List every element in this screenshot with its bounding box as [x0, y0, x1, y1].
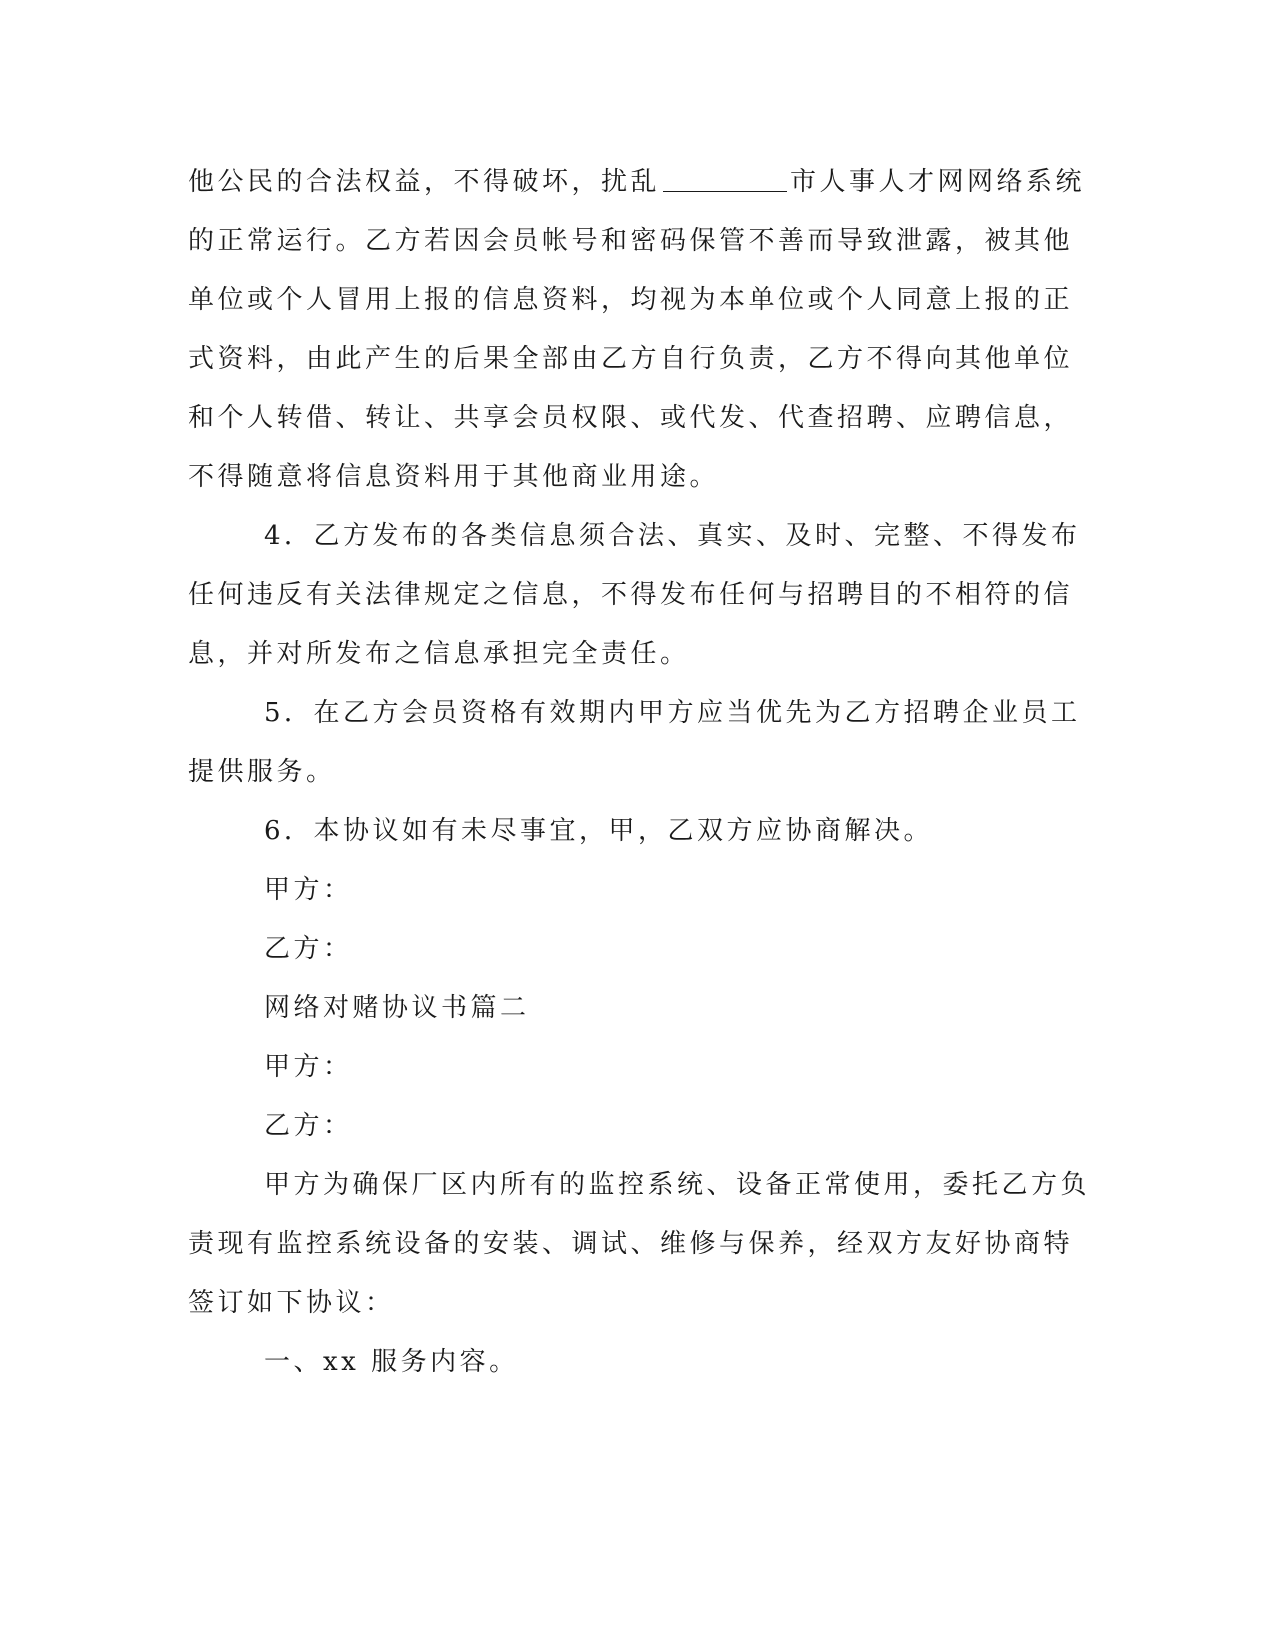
para2-line3: 息，并对所发布之信息承担完全责任。 [188, 639, 690, 669]
para1-line1 [188, 165, 1085, 199]
para1-line3: 单位或个人冒用上报的信息资料，均视为本单位或个人同意上报的正 [188, 285, 1074, 315]
party-b-label-2: 乙方： [264, 1111, 353, 1141]
item1-heading: 一、xx 服务内容。 [264, 1347, 519, 1377]
para3-line2: 提供服务。 [188, 757, 336, 787]
para5-line2: 责现有监控系统设备的安装、调试、维修与保养，经双方友好协商特 [188, 1229, 1074, 1259]
fill-in-blank [663, 165, 787, 192]
para5-line3: 签订如下协议： [188, 1288, 395, 1318]
para4-line1: 6．本协议如有未尽事宜，甲，乙双方应协商解决。 [264, 816, 934, 846]
para1-line1-before: 他公民的合法权益，不得破坏，扰乱 [188, 167, 661, 197]
para5-line1: 甲方为确保厂区内所有的监控系统、设备正常使用，委托乙方负 [264, 1170, 1091, 1200]
para2-line2: 任何违反有关法律规定之信息，不得发布任何与招聘目的不相符的信 [188, 580, 1074, 610]
para1-line6: 不得随意将信息资料用于其他商业用途。 [188, 462, 720, 492]
para1-line2: 的正常运行。乙方若因会员帐号和密码保管不善而导致泄露，被其他 [188, 226, 1074, 256]
party-b-label-1: 乙方： [264, 934, 353, 964]
para1-line1-after: 市人事人才网网络系统 [790, 167, 1086, 197]
para3-line1: 5．在乙方会员资格有效期内甲方应当优先为乙方招聘企业员工 [264, 698, 1081, 728]
para1-line4: 式资料，由此产生的后果全部由乙方自行负责，乙方不得向其他单位 [188, 344, 1074, 374]
para2-line1: 4．乙方发布的各类信息须合法、真实、及时、完整、不得发布 [264, 521, 1081, 551]
party-a-label-2: 甲方： [264, 1052, 353, 1082]
section-title: 网络对赌协议书篇二 [264, 993, 530, 1023]
party-a-label-1: 甲方： [264, 875, 353, 905]
para1-line5: 和个人转借、转让、共享会员权限、或代发、代查招聘、应聘信息， [188, 403, 1074, 433]
